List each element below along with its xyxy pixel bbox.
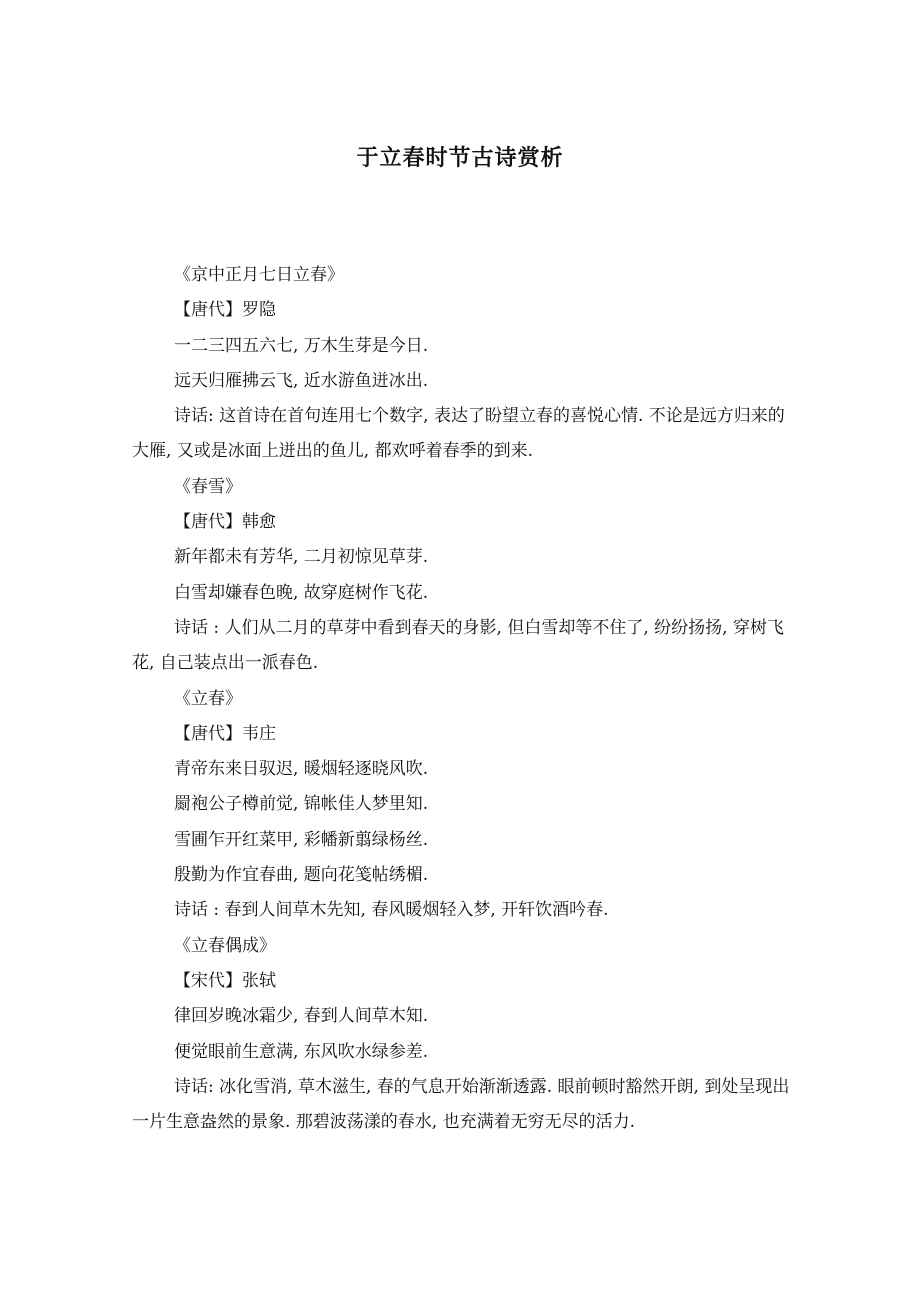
poem: [132, 682, 792, 929]
poem-author: 【宋代】张轼: [174, 970, 276, 991]
poem-author: 【唐代】韦庄: [174, 723, 276, 744]
poem: [132, 929, 792, 1141]
poem: [132, 470, 792, 682]
poem: [132, 258, 792, 470]
poem-line: 新年都未有芳华, 二月初惊见草芽.: [174, 547, 429, 568]
document-body: [132, 258, 792, 1140]
poem-line: 律回岁晚冰霜少, 春到人间草木知.: [174, 1006, 429, 1027]
poem-line: 青帝东来日驭迟, 暖烟轻逐晓风吹.: [174, 759, 429, 780]
poem-line: 白雪却嫌春色晚, 故穿庭树作飞花.: [174, 582, 429, 603]
poem-line: 殷勤为作宜春曲, 题向花笺帖绣楣.: [174, 865, 429, 886]
poem-title: 《京中正月七日立春》: [174, 265, 344, 285]
poem-commentary: 诗话: 冰化雪消, 草木滋生, 春的气息开始渐渐透露. 眼前顿时豁然开朗, 到处呈现出一片生意盎然的景象. 那碧波荡漾的春水, 也充满着无穷无尽的活力.: [132, 1076, 790, 1133]
poem-title: 《春雪》: [174, 476, 242, 497]
document-title: 于立春时节古诗赏析: [356, 145, 564, 171]
poem-line: 雪圃乍开红菜甲, 彩幡新翦绿杨丝.: [174, 829, 429, 850]
poem-line: 一二三四五六七, 万木生芽是今日.: [174, 335, 429, 356]
poem-commentary: 诗话 : 春到人间草木先知, 春风暖烟轻入梦, 开轩饮酒吟春.: [174, 900, 609, 921]
poem-line: 罽袍公子樽前觉, 锦帐佳人梦里知.: [174, 794, 429, 815]
poem-title: 《立春》: [174, 688, 242, 709]
poem-title: 《立春偶成》: [174, 935, 276, 956]
poem-commentary: 诗话 : 人们从二月的草芽中看到春天的身影, 但白雪却等不住了, 纷纷扬扬, 穿树飞花, 自己装点出一派春色.: [132, 617, 784, 674]
poem-author: 【唐代】韩愈: [174, 512, 276, 533]
poem-author: 【唐代】罗隐: [174, 300, 276, 321]
poem-line: 便觉眼前生意满, 东风吹水绿参差.: [174, 1041, 429, 1062]
poem-line: 远天归雁拂云飞, 近水游鱼迸冰出.: [174, 370, 429, 391]
poem-commentary: 诗话: 这首诗在首句连用七个数字, 表达了盼望立春的喜悦心情. 不论是远方归来的大雁, 又或是冰面上迸出的鱼儿, 都欢呼着春季的到来.: [132, 406, 785, 462]
